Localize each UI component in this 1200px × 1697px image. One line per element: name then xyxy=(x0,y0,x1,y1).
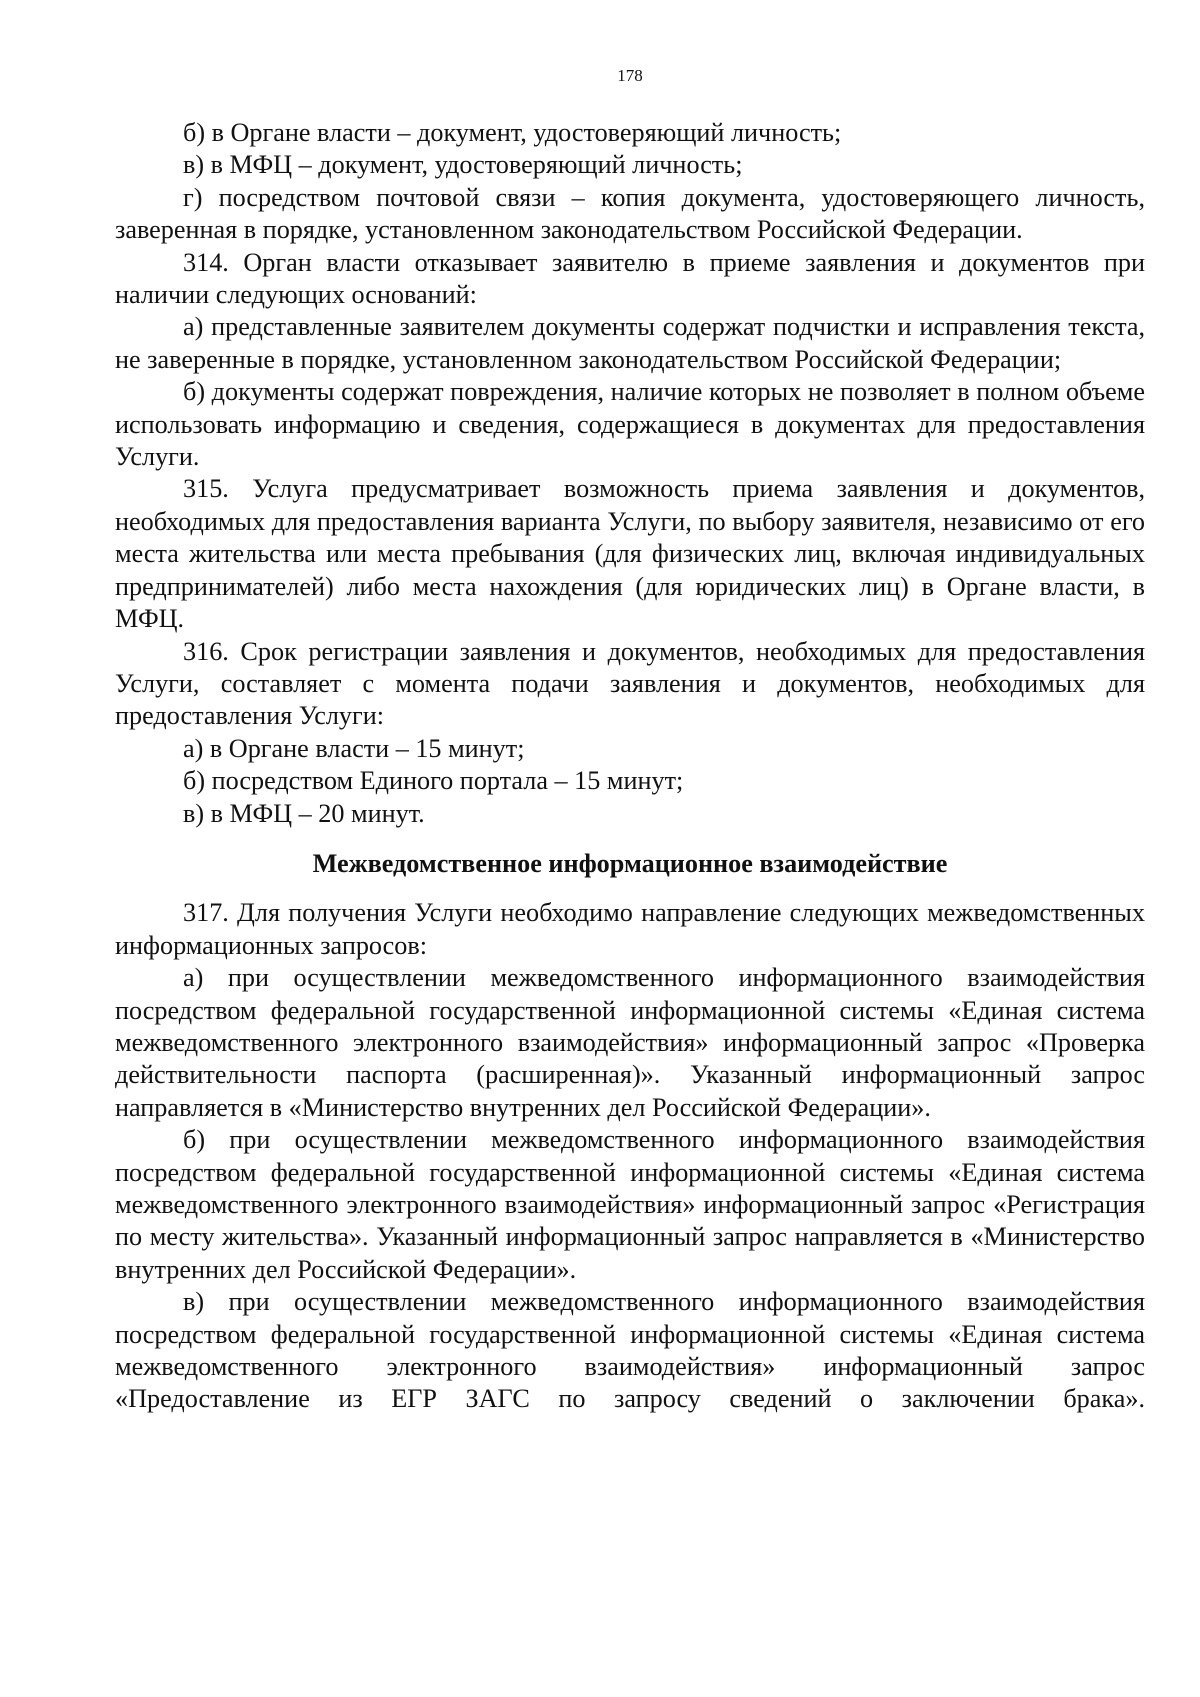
paragraph-317-v: в) при осуществлении межведомственного информационного взаимодействия посредством федеральной государственной информационной системы «Единая система межведомственного электронного взаимодействия» информационный запрос «Предоставление из ЕГР ЗАГС по запросу сведений о заключении брака». xyxy=(115,1287,1145,1414)
paragraph-314: 314. Орган власти отказывает заявителю в приеме заявления и документов при наличии следующих оснований: xyxy=(115,247,1145,310)
paragraph-316: 316. Срок регистрации заявления и документов, необходимых для предоставления Услуги, составляет с момента подачи заявления и документов, необходимых для предоставления Услуги: xyxy=(115,636,1145,731)
paragraph-314-b: б) документы содержат повреждения, наличие которых не позволяет в полном объеме использовать информацию и сведения, содержащиеся в документах для предоставления Услуги. xyxy=(115,377,1145,472)
section-heading: Межведомственное информационное взаимодействие xyxy=(312,848,948,878)
paragraph-v-identity-mfc: в) в МФЦ – документ, удостоверяющий личность; xyxy=(183,150,743,180)
paragraph-316-v: в) в МФЦ – 20 минут. xyxy=(183,798,425,828)
paragraph-g-postal: г) посредством почтовой связи – копия документа, удостоверяющего личность, заверенная в порядке, установленном законодательством Российской Федерации. xyxy=(115,182,1145,245)
paragraph-317-b: б) при осуществлении межведомственного информационного взаимодействия посредством федеральной государственной информационной системы «Единая система межведомственного электронного взаимодействия» информационный запрос «Регистрация по месту жительства». Указанный информационный запрос направляется в «Министерство внутренних дел Российской Федерации». xyxy=(115,1125,1145,1284)
document-body xyxy=(115,117,1145,1416)
page-number: 178 xyxy=(617,66,643,85)
paragraph-315: 315. Услуга предусматривает возможность приема заявления и документов, необходимых для предоставления варианта Услуги, по выбору заявителя, независимо от его места жительства или места пребывания (для физических лиц, включая индивидуальных предпринимателей) либо места нахождения (для юридических лиц) в Органе власти, в МФЦ. xyxy=(115,474,1145,634)
paragraph-316-a: а) в Органе власти – 15 минут; xyxy=(183,733,525,763)
paragraph-317-a: а) при осуществлении межведомственного информационного взаимодействия посредством федеральной государственной информационной системы «Единая система межведомственного электронного взаимодействия» информационный запрос «Проверка действительности паспорта (расширенная)». Указанный информационный запрос направляется в «Министерство внутренних дел Российской Федерации». xyxy=(115,963,1145,1122)
paragraph-314-a: а) представленные заявителем документы содержат подчистки и исправления текста, не заверенные в порядке, установленном законодательством Российской Федерации; xyxy=(115,312,1145,374)
paragraph-b-identity-authority: б) в Органе власти – документ, удостоверяющий личность; xyxy=(183,118,842,147)
paragraph-316-b: б) посредством Единого портала – 15 минут; xyxy=(183,766,684,796)
paragraph-317: 317. Для получения Услуги необходимо направление следующих межведомственных информационных запросов: xyxy=(115,898,1145,960)
